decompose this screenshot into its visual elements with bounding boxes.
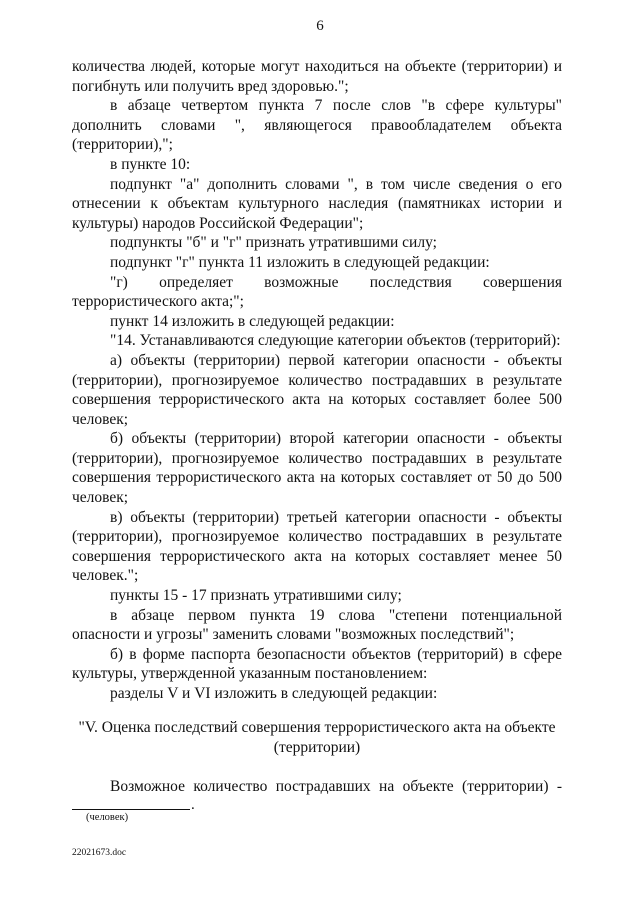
paragraph: в пункте 10:	[110, 155, 191, 173]
paragraph: "г) определяет возможные последствия совершения террористического акта;";	[72, 273, 562, 311]
paragraph: пункты 15 - 17 признать утратившими силу;	[110, 587, 402, 605]
paragraph: количества людей, которые могут находиться на объекте (территории) и погибнуть или получить вред здоровью.";	[72, 58, 562, 95]
section-heading-line-1: "V. Оценка последствий совершения террористического акта на объекте	[78, 719, 556, 736]
paragraph: а) объекты (территории) первой категории опасности - объекты (территории), прогнозируемое количество пострадавших в результате совершения террористического акта на которых составляет более 500 человек;	[72, 351, 562, 428]
paragraph: подпункт "г" пункта 11 изложить в следующей редакции:	[110, 253, 490, 271]
casualties-blank-line	[72, 809, 190, 810]
casualties-blank-dot: .	[191, 797, 195, 813]
document-file-id: 22021673.doc	[72, 848, 127, 858]
paragraph: подпункты "б" и "г" признать утратившими силу;	[110, 234, 437, 252]
paragraph: подпункт "а" дополнить словами ", в том числе сведения о его отнесении к объектам культурного наследия (памятниках истории и культуры) народов Российской Федерации";	[72, 175, 562, 232]
paragraph: б) объекты (территории) второй категории опасности - объекты (территории), прогнозируемое количество пострадавших в результате совершения террористического акта на которых составляет от 50 до 500 человек;	[72, 430, 562, 507]
section-heading	[72, 718, 562, 757]
paragraph: "14. Устанавливаются следующие категории объектов (территорий):	[110, 332, 561, 350]
paragraph: в) объекты (территории) третьей категории опасности - объекты (территории), прогнозируемое количество пострадавших в результате совершения террористического акта на которых составляет менее 50 человек.";	[72, 508, 562, 585]
page-number: 6	[316, 18, 324, 34]
paragraph: пункт 14 изложить в следующей редакции:	[110, 312, 395, 330]
casualties-field-label: Возможное количество пострадавших на объекте (территории) -	[110, 778, 562, 795]
paragraph: б) в форме паспорта безопасности объектов (территорий) в сфере культуры, утвержденной указанным постановлением:	[72, 645, 562, 683]
section-heading-line-2: (территории)	[273, 738, 361, 756]
paragraph: в абзаце четвертом пункта 7 после слов "в сфере культуры" дополнить словами ", являющегося правообладателем объекта (территории),";	[72, 97, 562, 154]
casualties-unit-caption: (человек)	[86, 812, 129, 823]
document-body	[72, 57, 562, 704]
paragraph: разделы V и VI изложить в следующей редакции:	[110, 685, 438, 702]
paragraph: в абзаце первом пункта 19 слова "степени потенциальной опасности и угрозы" заменить словами "возможных последствий";	[72, 606, 562, 644]
